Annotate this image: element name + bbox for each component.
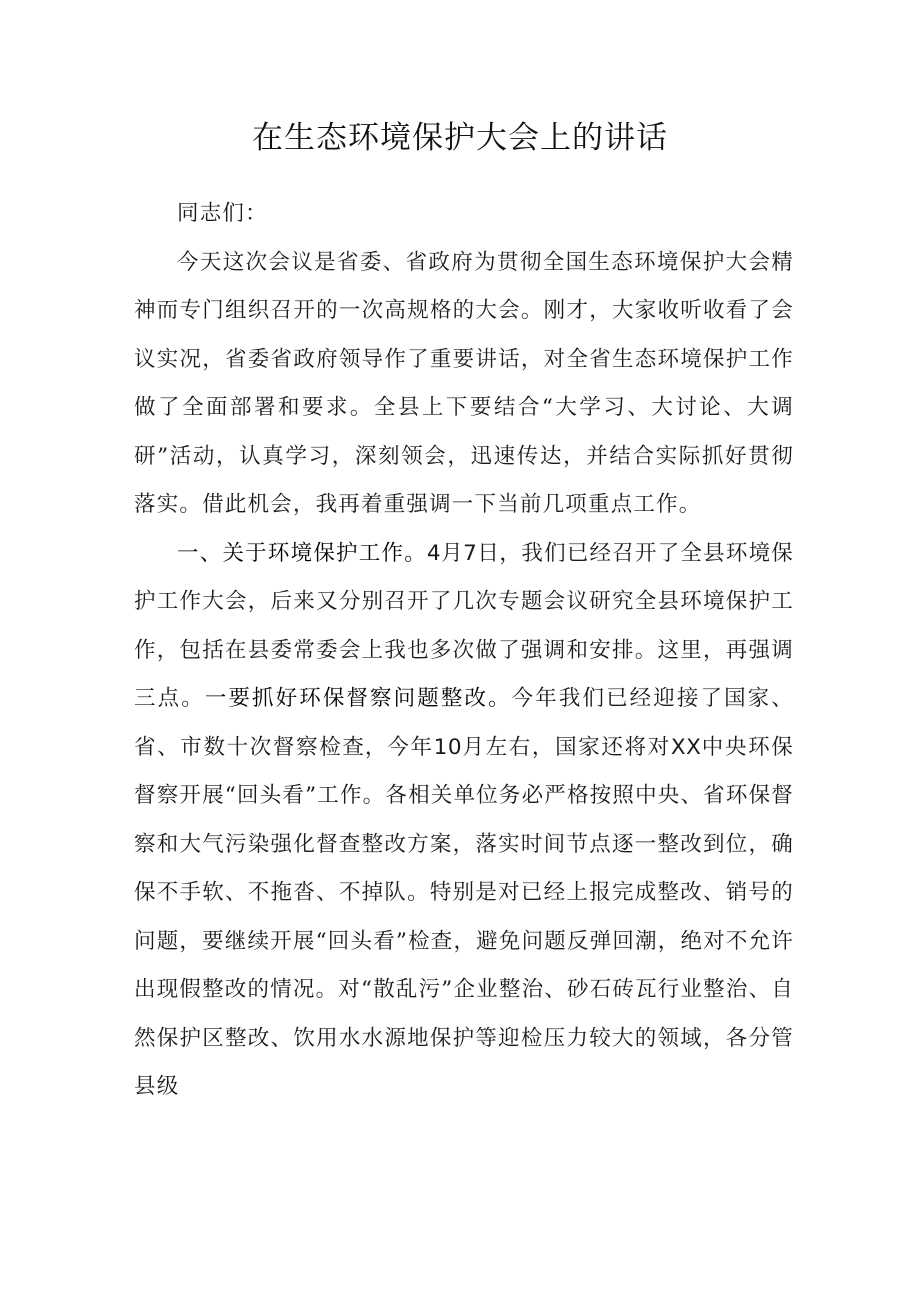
section-text: 我们已经召开了全县环境保护工作大会，后来又分别召开了几次专题会议研究全县环境保护工作，包括在县委常委会上我也多次做了强调和安排。这里，再强调三点。 — [134, 540, 795, 711]
paragraph-intro: 今天这次会议是省委、省政府为贯彻全国生态环境保护大会精神而专门组织召开的一次高规格的大会。刚才，大家收听收看了会议实况，省委省政府领导作了重要讲话，对全省生态环境保护工作做了全面部署和要求。全县上下要结合“大学习、大讨论、大调研”活动，认真学习，深刻领会，迅速传达，并结合实际抓好贯彻落实。借此机会，我再着重强调一下当前几项重点工作。 — [134, 249, 794, 517]
month-number: 10 — [433, 734, 462, 760]
document-body — [134, 190, 794, 1112]
placeholder-xx: XX — [670, 734, 702, 760]
section-text-2b: 查， — [342, 734, 388, 760]
section-text-2c: 今年 — [387, 734, 434, 760]
salutation: 同志们： — [177, 201, 268, 226]
paragraph-section-1 — [134, 530, 794, 1112]
point-heading: 一要抓好环保督察问题整改。 — [204, 686, 512, 711]
section-text-4: 中央环保督察开展“回头看”工作。各相关单位务必严格按照中央、省环保督察和大气污染强化督查整改方案，落实时间节点逐一整改到位，确保不手软、不拖沓、不掉队。特别是对已经上报完成整改、销号的问题，要继续开展“回头看”检查，避免问题反弹回潮，绝对不允许出现假整改的情况。对“散乱污”企业整治、砂石砖瓦行业整治、自然保护区整改、饮用水水源地保护等迎检压力较大的领域，各分管县级 — [134, 734, 794, 1099]
section-text-3: 月左右，国家还将对 — [462, 734, 671, 760]
document-title: 在生态环境保护大会上的讲话 — [252, 120, 668, 156]
section-heading: 一、关于环境保护工作。 — [177, 540, 427, 566]
section-date: 4月7日， — [426, 540, 522, 566]
section-text-2: 今年我们已经迎接了国家、省、市数十次督察检 — [134, 686, 794, 760]
